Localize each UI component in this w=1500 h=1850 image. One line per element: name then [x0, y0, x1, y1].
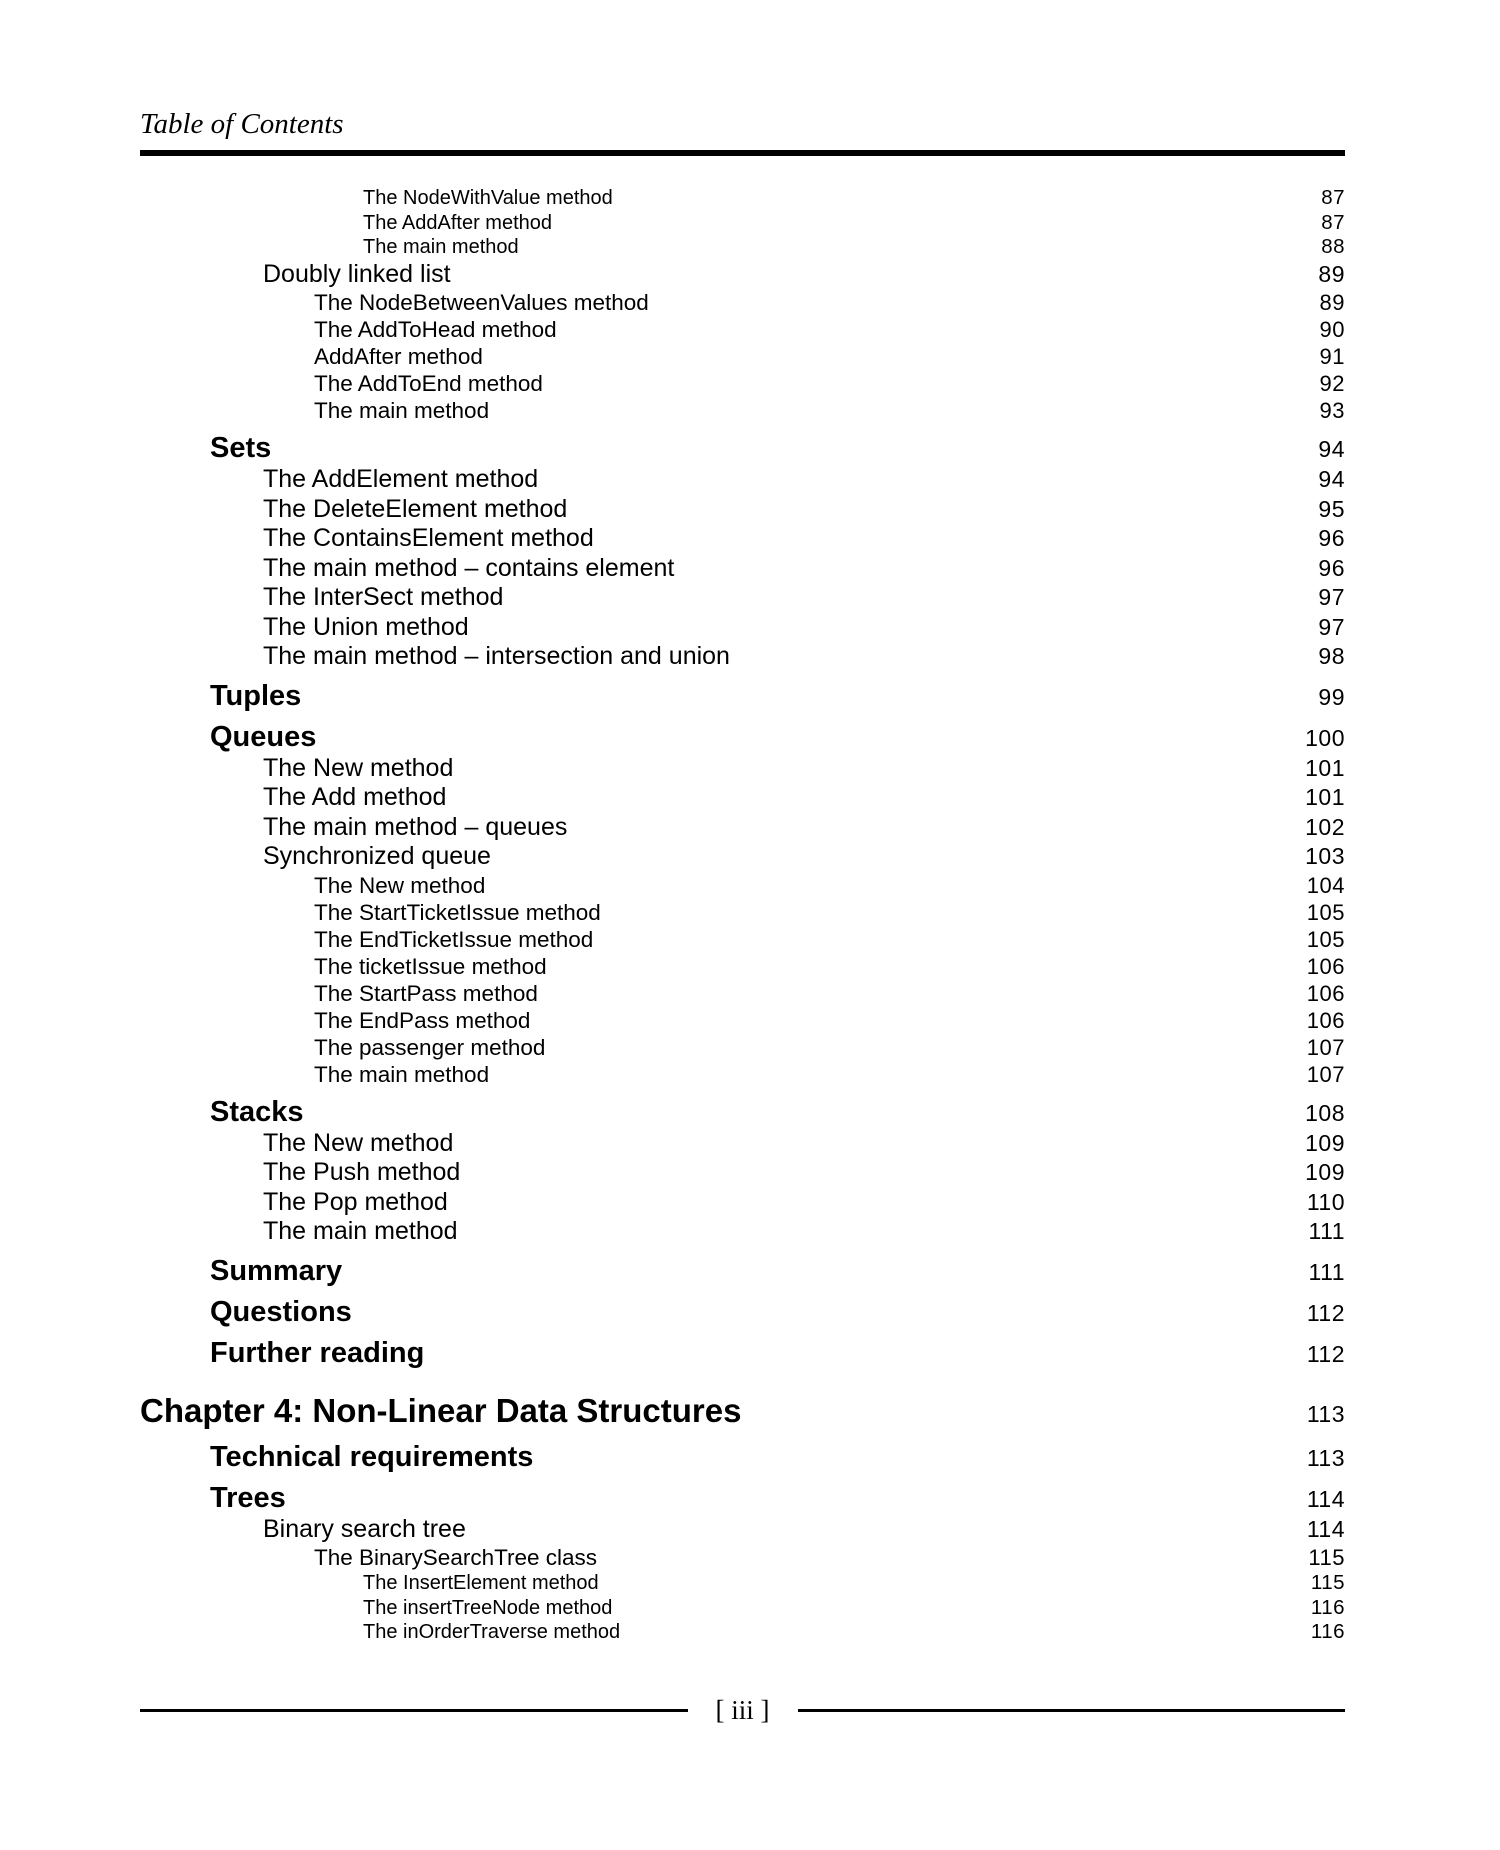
toc-entry-label: Queues [210, 720, 317, 753]
footer-rule-right [798, 1709, 1346, 1712]
toc-entry-label: The ContainsElement method [263, 524, 594, 552]
toc-entry[interactable] [140, 370, 1345, 397]
toc-entry-label: Further reading [210, 1336, 425, 1369]
toc-entry[interactable] [140, 1255, 1345, 1288]
toc-entry-page: 98 [1318, 643, 1345, 669]
toc-entry-page: 106 [1306, 953, 1345, 979]
toc-entry[interactable] [140, 316, 1345, 343]
toc-entry-page: 92 [1319, 371, 1345, 396]
toc-entry-label: The NodeWithValue method [363, 187, 613, 209]
page-number-folio: [ iii ] [715, 1695, 770, 1725]
toc-entry-label: The AddToHead method [314, 317, 557, 342]
toc-entry-page: 105 [1306, 926, 1345, 952]
toc-entry-page: 94 [1318, 466, 1345, 492]
toc-entry-label: Binary search tree [263, 1514, 466, 1543]
toc-entry-label: The main method [263, 1217, 458, 1245]
toc-entry-label: Stacks [210, 1095, 304, 1128]
toc-entry-page: 101 [1305, 754, 1345, 781]
toc-entry-page: 113 [1306, 1444, 1345, 1471]
toc-entry-page: 112 [1306, 1340, 1345, 1367]
toc-entry[interactable] [140, 1096, 1345, 1129]
toc-entry[interactable] [140, 642, 1345, 672]
toc-entry-label: The AddToEnd method [314, 371, 543, 396]
toc-entry-page: 112 [1306, 1299, 1345, 1326]
toc-entry-page: 108 [1305, 1099, 1345, 1126]
toc-entry[interactable] [140, 872, 1345, 899]
toc-entry-page: 116 [1310, 1595, 1345, 1619]
toc-entry-label: The main method – queues [263, 812, 568, 841]
toc-entry-page: 102 [1305, 813, 1345, 840]
toc-entry[interactable] [140, 1217, 1345, 1247]
toc-entry-label: Technical requirements [210, 1440, 534, 1473]
toc-entry[interactable] [140, 1620, 1345, 1645]
toc-entry-label: The StartPass method [314, 980, 538, 1006]
toc-entry-label: Tuples [210, 679, 302, 712]
toc-entry-page: 89 [1318, 260, 1345, 287]
toc-entry-label: Synchronized queue [263, 842, 491, 870]
toc-entry-page: 104 [1306, 872, 1345, 898]
toc-entry[interactable] [140, 1061, 1345, 1088]
toc-entry-page: 101 [1305, 784, 1345, 810]
toc-entry-page: 91 [1319, 344, 1345, 369]
toc-entry[interactable] [140, 842, 1345, 872]
toc-entry-label: The DeleteElement method [263, 494, 568, 523]
toc-entry-label: The main method [314, 398, 490, 423]
toc-entry[interactable] [140, 465, 1345, 495]
toc-entry-label: The StartTicketIssue method [314, 899, 601, 925]
toc-entry-page: 113 [1306, 1400, 1345, 1427]
toc-entry-page: 87 [1321, 186, 1345, 209]
toc-entry-label: The InterSect method [263, 583, 504, 611]
toc-entry[interactable] [140, 1158, 1345, 1188]
page-title: Table of Contents [140, 108, 344, 140]
toc-entry-page: 109 [1305, 1159, 1345, 1185]
toc-entry-label: AddAfter method [314, 344, 483, 369]
toc-entry-page: 111 [1308, 1218, 1345, 1244]
toc-entry[interactable] [140, 953, 1345, 980]
toc-entry[interactable] [140, 813, 1345, 843]
toc-entry[interactable] [140, 1188, 1345, 1218]
toc-entry[interactable] [140, 783, 1345, 813]
toc-entry-label: The EndPass method [314, 1007, 531, 1033]
toc-entry-page: 90 [1319, 317, 1345, 342]
toc-entry-page: 93 [1319, 398, 1345, 423]
toc-entry[interactable] [140, 899, 1345, 926]
toc-entry-page: 96 [1318, 525, 1345, 551]
toc-entry-label: The Push method [263, 1158, 461, 1186]
toc-entry[interactable] [140, 432, 1345, 465]
toc-entry[interactable] [140, 1515, 1345, 1545]
page-footer [140, 1695, 1345, 1725]
toc-entry[interactable] [140, 1337, 1345, 1370]
toc-entry-label: The Union method [263, 612, 469, 641]
toc-entry[interactable] [140, 926, 1345, 953]
toc-entry-page: 106 [1306, 1007, 1345, 1033]
toc-entry[interactable] [140, 186, 1345, 211]
toc-entry-label: The Pop method [263, 1187, 448, 1216]
toc-entry[interactable] [140, 1007, 1345, 1034]
toc-entry-label: The NodeBetweenValues method [314, 290, 649, 315]
toc-entry[interactable] [140, 1392, 1345, 1433]
toc-entry-label: Sets [210, 432, 272, 464]
toc-entry-label: The main method – intersection and union [263, 642, 730, 670]
toc-entry-page: 88 [1321, 235, 1345, 258]
toc-entry-page: 107 [1306, 1061, 1345, 1087]
toc-entry[interactable] [140, 721, 1345, 754]
toc-entry-label: The main method [314, 1061, 490, 1087]
toc-entry-page: 115 [1310, 1571, 1345, 1594]
toc-entry[interactable] [140, 1571, 1345, 1596]
toc-entry-page: 103 [1305, 843, 1345, 869]
toc-entry-label: The ticketIssue method [314, 953, 547, 979]
toc-entry[interactable] [140, 1596, 1345, 1621]
toc-entry-page: 96 [1318, 554, 1345, 581]
toc-entry-label: The InsertElement method [363, 1572, 599, 1594]
toc-entry-label: Questions [210, 1295, 352, 1328]
toc-entry-page: 99 [1318, 683, 1345, 710]
toc-entry-page: 94 [1318, 436, 1345, 462]
toc-entry-page: 114 [1306, 1485, 1345, 1512]
toc-entry[interactable] [140, 583, 1345, 613]
toc-entry[interactable] [140, 754, 1345, 784]
toc-entry[interactable] [140, 235, 1345, 260]
toc-entry-label: The inOrderTraverse method [363, 1621, 621, 1643]
toc-entry-label: The BinarySearchTree class [314, 1545, 598, 1570]
toc-entry[interactable] [140, 1441, 1345, 1474]
toc-entry[interactable] [140, 397, 1345, 424]
toc-entry[interactable] [140, 1034, 1345, 1061]
toc-entry[interactable] [140, 980, 1345, 1007]
toc-entry-label: Summary [210, 1254, 343, 1287]
toc-entry-page: 97 [1318, 613, 1345, 640]
toc-entry-label: The passenger method [314, 1034, 546, 1060]
toc-entry-page: 110 [1306, 1188, 1345, 1215]
toc-entry[interactable] [140, 343, 1345, 370]
content-column [140, 0, 1345, 1645]
toc-entry-page: 89 [1319, 290, 1345, 315]
toc-list [140, 186, 1345, 1645]
toc-entry[interactable] [140, 613, 1345, 643]
toc-entry[interactable] [140, 554, 1345, 584]
toc-entry-label: The insertTreeNode method [363, 1596, 613, 1619]
toc-entry-page: 100 [1305, 724, 1345, 751]
toc-entry-label: Trees [210, 1481, 286, 1514]
toc-entry-label: Chapter 4: Non-Linear Data Structures [140, 1391, 742, 1429]
toc-entry-label: The EndTicketIssue method [314, 926, 594, 952]
toc-entry-page: 111 [1308, 1258, 1345, 1285]
toc-entry-page: 97 [1318, 584, 1345, 610]
footer-rule-left [140, 1709, 688, 1712]
toc-entry-label: The New method [263, 1128, 454, 1157]
toc-entry-page: 87 [1321, 210, 1345, 234]
toc-entry-page: 105 [1306, 899, 1345, 925]
toc-entry-page: 107 [1306, 1034, 1345, 1060]
toc-entry[interactable] [140, 289, 1345, 316]
toc-entry-page: 95 [1318, 495, 1345, 522]
toc-entry[interactable] [140, 1544, 1345, 1571]
toc-entry-label: The AddElement method [263, 465, 539, 493]
toc-entry[interactable] [140, 495, 1345, 525]
toc-entry-page: 106 [1306, 980, 1345, 1006]
toc-entry-label: Doubly linked list [263, 259, 451, 288]
toc-entry[interactable] [140, 1482, 1345, 1515]
toc-entry-label: The Add method [263, 783, 447, 811]
toc-entry[interactable] [140, 524, 1345, 554]
toc-entry-page: 116 [1310, 1620, 1345, 1643]
toc-entry-page: 115 [1308, 1545, 1345, 1570]
toc-entry-label: The New method [314, 872, 486, 898]
toc-entry[interactable] [140, 1129, 1345, 1159]
toc-entry-page: 109 [1305, 1129, 1345, 1156]
toc-entry-label: The main method [363, 236, 519, 258]
header-rule [140, 150, 1345, 156]
toc-entry-page: 114 [1306, 1515, 1345, 1542]
toc-entry[interactable] [140, 1296, 1345, 1329]
toc-entry-label: The AddAfter method [363, 211, 553, 234]
toc-entry[interactable] [140, 260, 1345, 290]
toc-entry-label: The main method – contains element [263, 553, 675, 582]
toc-entry[interactable] [140, 680, 1345, 713]
toc-entry-label: The New method [263, 753, 454, 782]
toc-entry[interactable] [140, 211, 1345, 236]
